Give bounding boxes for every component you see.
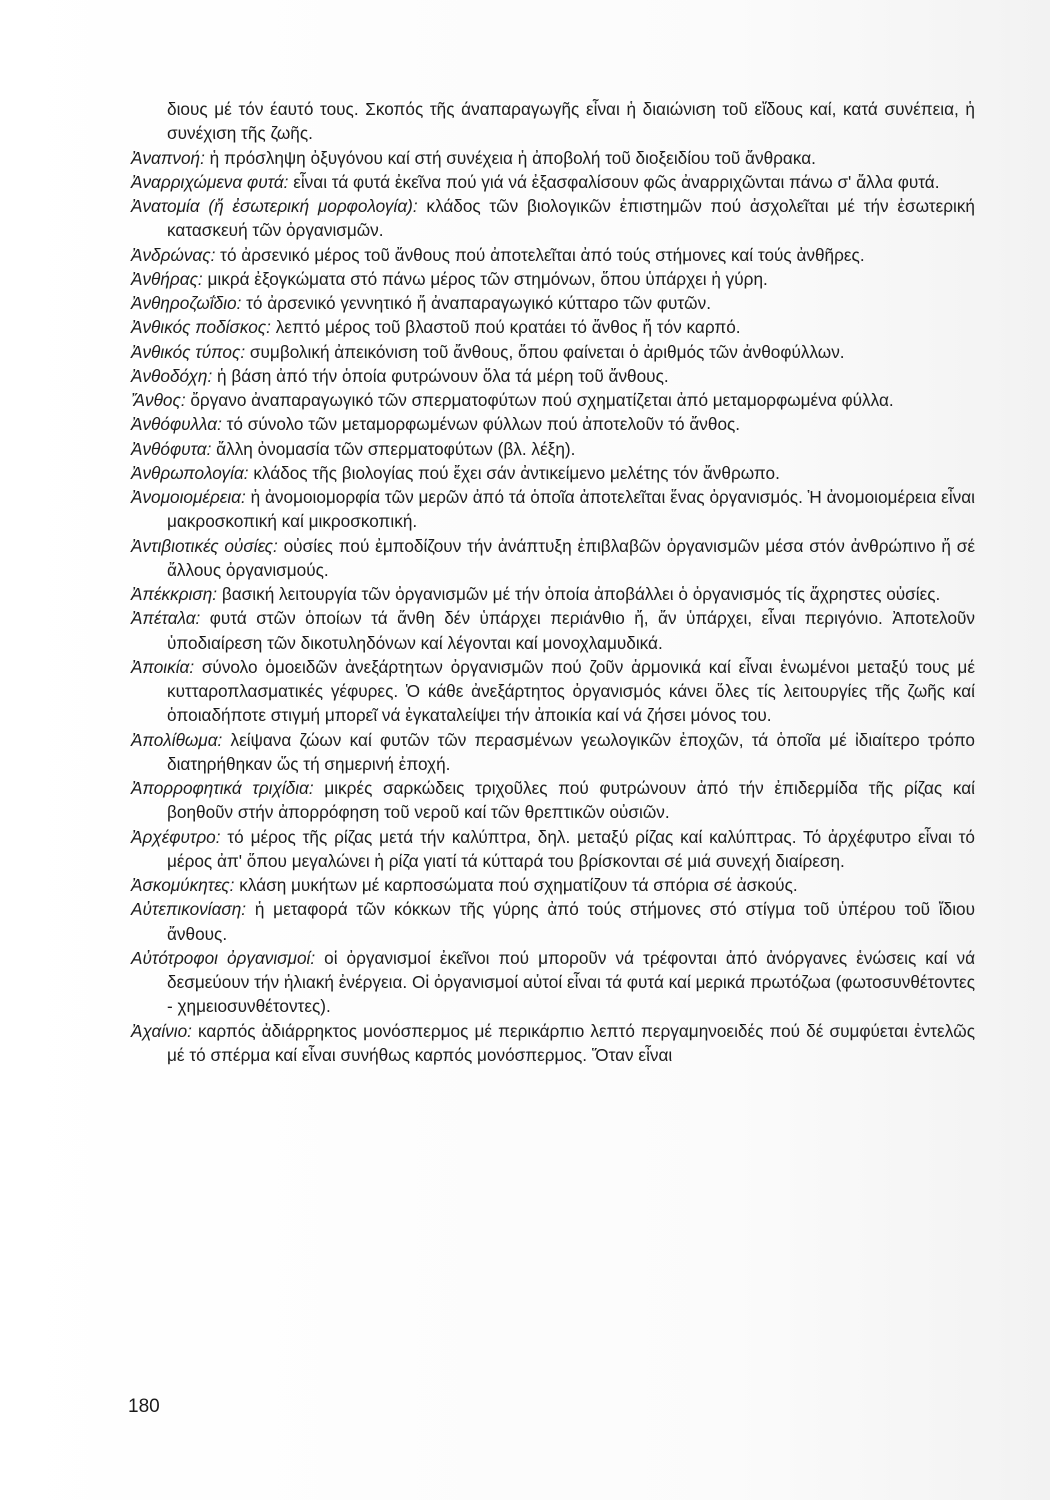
glossary-entry bbox=[131, 776, 975, 825]
glossary-entry bbox=[131, 825, 975, 874]
entry-term: Ἀπολίθωμα: bbox=[131, 729, 223, 750]
entry-term: Αὐτεπικονίαση: bbox=[131, 899, 247, 920]
entry-term: Ἀνδρώνας: bbox=[131, 244, 216, 265]
glossary-entry bbox=[131, 97, 975, 146]
glossary-entry bbox=[131, 267, 975, 291]
entry-text: τό σύνολο τῶν μεταμορφωμένων φύλλων πού ἀποτελοῦν τό ἄνθος. bbox=[226, 414, 741, 435]
glossary-entry bbox=[131, 291, 975, 315]
entry-text: καρπός ἀδιάρρηκτος μονόσπερμος μέ περικάρπιο λεπτό περγαμηνοειδές πού δέ συμφύεται ἐντελῶς μέ τό σπέρμα καί εἶναι συνήθως καρπός μονόσπερμος. Ὅταν εἶναι bbox=[167, 1020, 975, 1065]
entry-text: τό ἀρσενικό μέρος τοῦ ἄνθους πού ἀποτελεῖται ἀπό τούς στήμονες καί τούς ἀνθῆρες. bbox=[220, 244, 865, 265]
entry-text: ἡ μεταφορά τῶν κόκκων τῆς γύρης ἀπό τούς στήμονες στό στίγμα τοῦ ὑπέρου τοῦ ἴδιου ἄνθους. bbox=[167, 899, 975, 944]
entry-text: ἡ ἀνομοιομορφία τῶν μερῶν ἀπό τά ὁποῖα ἀποτελεῖται ἕνας ὀργανισμός. Ἡ ἀνομοιομέρεια εἶναι μακροσκοπική καί μικροσκοπική. bbox=[167, 487, 975, 532]
entry-text: ἄλλη ὀνομασία τῶν σπερματοφύτων (βλ. λέξη). bbox=[216, 438, 576, 459]
glossary-entry bbox=[131, 582, 975, 606]
glossary-entries bbox=[131, 97, 975, 1067]
entry-term: Ἀπέταλα: bbox=[131, 608, 201, 629]
entry-text: κλάση μυκήτων μέ καρποσώματα πού σχηματίζουν τά σπόρια σέ ἀσκούς. bbox=[239, 875, 798, 895]
entry-text: λείψανα ζώων καί φυτῶν τῶν περασμένων γεωλογικῶν ἐποχῶν, τά ὁποῖα μέ ἰδιαίτερο τρόπο διατηρήθηκαν ὥς τή σημερινή ἐποχή. bbox=[167, 729, 975, 774]
entry-text: λεπτό μέρος τοῦ βλαστοῦ πού κρατάει τό ἄνθος ἤ τόν καρπό. bbox=[275, 317, 741, 338]
entry-term: Ἀνθήρας: bbox=[131, 268, 203, 289]
entry-text: οἱ ὀργανισμοί ἐκεῖνοι πού μποροῦν νά τρέφονται ἀπό ἀνόργανες ἑνώσεις καί νά δεσμεύουν τήν ἡλιακή ἐνέργεια. Οἱ ὀργανισμοί αὐτοί εἶναι τά φυτά καί μερικά πρωτόζωα (φωτοσυνθέτοντες - χημειοσυνθέτοντες). bbox=[167, 947, 976, 1017]
entry-text: φυτά στῶν ὁποίων τά ἄνθη δέν ὑπάρχει περιάνθιο ἤ, ἄν ὑπάρχει, εἶναι περιγόνιο. Ἀποτελοῦν ὑποδιαίρεση τῶν δικοτυληδόνων καί λέγονται καί μονοχλαμυδικά. bbox=[167, 608, 975, 653]
entry-term: Ἀνθοδόχη: bbox=[131, 365, 213, 386]
entry-text: τό ἀρσενικό γεννητικό ἤ ἀναπαραγωγικό κύτταρο τῶν φυτῶν. bbox=[246, 293, 711, 313]
entry-term: Ἀναρριχώμενα φυτά: bbox=[131, 171, 289, 192]
entry-text: κλάδος τῶν βιολογικῶν ἐπιστημῶν πού ἀσχολεῖται μέ τήν ἐσωτερική κατασκευή τῶν ὀργανισμῶν. bbox=[167, 196, 975, 241]
glossary-entry bbox=[131, 485, 975, 534]
glossary-entry bbox=[131, 897, 975, 946]
entry-text: οὐσίες πού ἐμποδίζουν τήν ἀνάπτυξη ἐπιβλαβῶν ὀργανισμῶν μέσα στόν ἀνθρώπινο ἤ σέ ἄλλους ὀργανισμούς. bbox=[167, 535, 975, 580]
entry-text: διους μέ τόν έαυτό τους. Σκοπός τῆς άναπαραγωγῆς εἶναι ἡ διαιώνιση τοῦ εἴδους καί, κατά συνέπεια, ἡ συνέχιση τῆς ζωῆς. bbox=[167, 99, 975, 144]
entry-text: ὄργανο ἀναπαραγωγικό τῶν σπερματοφύτων πού σχηματίζεται ἀπό μεταμορφωμένα φύλλα. bbox=[190, 390, 894, 410]
entry-text: σύνολο ὁμοειδῶν ἀνεξάρτητων ὀργανισμῶν πού ζοῦν ἁρμονικά καί εἶναι ἑνωμένοι μεταξύ τους μέ κυτταροπλασματικές γέφυρες. Ὁ κάθε ἀνεξάρτητος ὀργανισμός κάνει ὅλες τίς λειτουργίες τῆς ζωῆς καί ὁποιαδήποτε στιγμή μπορεῖ νά ἐγκαταλείψει τήν ἀποικία καί νά ζήσει μόνος του. bbox=[167, 656, 975, 726]
glossary-entry bbox=[131, 243, 975, 267]
glossary-entry bbox=[131, 388, 975, 412]
entry-term: Ἀνομοιομέρεια: bbox=[131, 487, 246, 507]
glossary-entry bbox=[131, 946, 975, 1019]
entry-text: κλάδος τῆς βιολογίας πού ἔχει σάν ἀντικείμενο μελέτης τόν ἄνθρωπο. bbox=[253, 462, 780, 483]
entry-term: Ἀνθικός τύπος: bbox=[131, 341, 246, 362]
entry-text: ἡ βάση ἀπό τήν ὁποία φυτρώνουν ὅλα τά μέρη τοῦ ἄνθους. bbox=[217, 365, 669, 386]
entry-text: συμβολική ἀπεικόνιση τοῦ ἄνθους, ὅπου φαίνεται ὁ ἀριθμός τῶν ἀνθοφύλλων. bbox=[249, 341, 845, 362]
glossary-entry bbox=[131, 606, 975, 655]
entry-term: Ἀναπνοή: bbox=[131, 147, 205, 168]
glossary-entry bbox=[131, 437, 975, 461]
page-number: 180 bbox=[128, 1396, 160, 1417]
entry-term: Ἀνθικός ποδίσκος: bbox=[131, 317, 271, 338]
entry-text: μικρές σαρκώδεις τριχοῦλες πού φυτρώνουν ἀπό τήν ἐπιδερμίδα τῆς ρίζας καί βοηθοῦν στήν ἀπορρόφηση τοῦ νεροῦ καί τῶν θρεπτικῶν οὐσιῶν. bbox=[167, 778, 975, 823]
entry-term: Ἀσκομύκητες: bbox=[131, 875, 235, 895]
glossary-entry bbox=[131, 364, 975, 388]
entry-text: εἶναι τά φυτά ἐκεῖνα πού γιά νά ἐξασφαλίσουν φῶς ἀναρριχῶνται πάνω σ' ἄλλα φυτά. bbox=[293, 171, 940, 192]
entry-term: Ἀποικία: bbox=[131, 656, 195, 677]
glossary-entry bbox=[131, 728, 975, 777]
entry-term: Ἀχαίνιο: bbox=[131, 1020, 192, 1041]
glossary-entry bbox=[131, 873, 975, 897]
entry-term: Αὐτότροφοι ὀργανισμοί: bbox=[131, 947, 316, 968]
entry-term: Ἀρχέφυτρο: bbox=[131, 826, 221, 847]
entry-term: Ἀνθόφυτα: bbox=[131, 438, 212, 459]
entry-text: τό μέρος τῆς ρίζας μετά τήν καλύπτρα, δηλ. μεταξύ ρίζας καί καλύπτρας. Τό ἀρχέφυτρο εἶναι τό μέρος ἀπ' ὅπου μεγαλώνει ἡ ρίζα γιατί τά κύτταρά του βρίσκονται σέ μιά συνεχή διαίρεση. bbox=[167, 826, 975, 871]
glossary-entry bbox=[131, 146, 975, 170]
entry-term: Ἀνθρωπολογία: bbox=[131, 462, 249, 483]
entry-term: Ἀνθηροζωΐδιο: bbox=[131, 293, 242, 313]
entry-term: Ἀπορροφητικά τριχίδια: bbox=[131, 778, 314, 798]
glossary-entry bbox=[131, 194, 975, 243]
entry-term: Ἀνθόφυλλα: bbox=[131, 414, 222, 435]
entry-text: μικρά ἐξογκώματα στό πάνω μέρος τῶν στημόνων, ὅπου ὑπάρχει ἡ γύρη. bbox=[207, 268, 768, 289]
glossary-entry bbox=[131, 1019, 975, 1068]
glossary-entry bbox=[131, 655, 975, 728]
entry-term: Ἀπέκκριση: bbox=[131, 584, 218, 604]
glossary-entry bbox=[131, 534, 975, 583]
entry-term: Ἀνατομία (ἤ ἐσωτερική μορφολογία): bbox=[131, 196, 418, 216]
glossary-entry bbox=[131, 461, 975, 485]
entry-text: ἡ πρόσληψη ὀξυγόνου καί στή συνέχεια ἡ ἀποβολή τοῦ διοξειδίου τοῦ ἄνθρακα. bbox=[209, 147, 816, 168]
entry-text: βασική λειτουργία τῶν ὀργανισμῶν μέ τήν ὁποία ἀποβάλλει ὁ ὀργανισμός τίς ἄχρηστες οὐσίες. bbox=[221, 584, 941, 604]
entry-term: Ἀντιβιοτικές οὐσίες: bbox=[131, 535, 278, 556]
glossary-entry bbox=[131, 340, 975, 364]
glossary-entry bbox=[131, 170, 975, 194]
glossary-entry bbox=[131, 315, 975, 339]
glossary-entry bbox=[131, 412, 975, 436]
entry-term: Ἄνθος: bbox=[131, 390, 186, 410]
